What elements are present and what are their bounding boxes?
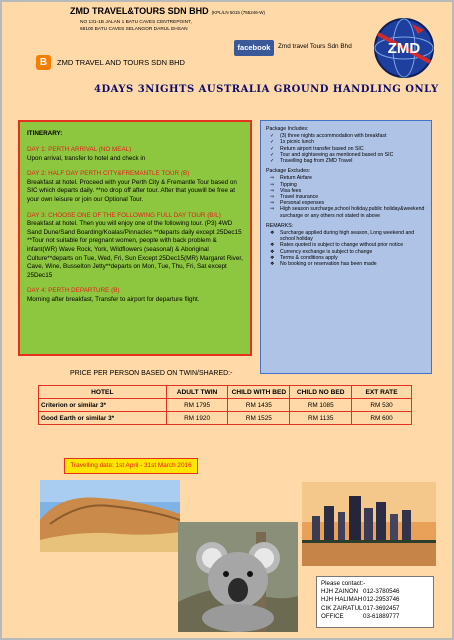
company-name [70,6,265,16]
check-icon: ✓ [270,139,275,146]
price-cell: RM 1135 [290,412,352,425]
exclude-text: High season surcharge,school holiday,public holiday&weekend surcharge or any others not stated in above [280,206,425,219]
column-header: EXT RATE [352,386,412,399]
check-icon: ✓ [270,158,275,165]
column-header: CHILD WITH BED [228,386,290,399]
excludes-list [270,175,426,218]
itinerary-box [18,120,252,356]
logo-text: ZMD [387,40,421,57]
wave-rock-photo [40,480,180,552]
package-box [260,120,432,374]
arrow-icon: ⇒ [270,175,275,182]
includes-list [270,133,426,164]
blogger-icon[interactable]: B [36,55,51,70]
include-text: Return airport transfer based on SIC [280,145,364,152]
facebook-icon[interactable]: facebook [234,40,274,56]
include-text: Tour and sightseeing as mentioned based on SIC [280,151,394,158]
remark-text: Rates quoted is subject to change without prior notice [280,242,404,249]
address-line-2: 68100 BATU CAVES SELANGOR DARUL EHSAN [80,26,188,32]
check-icon: ✓ [270,151,275,158]
hotel-cell: Good Earth or similar 3* [39,412,167,425]
koala-photo [178,522,298,632]
excludes-title: Package Excludes: [266,168,311,175]
remark-text: Currency exchange is subject to change [280,248,373,255]
price-cell: RM 1795 [166,399,228,412]
price-title: PRICE PER PERSON BASED ON TWIN/SHARED:- [70,370,233,377]
itinerary-title: ITINERARY: [27,130,63,137]
column-header: HOTEL [39,386,167,399]
exclude-text: Personal expenses [280,200,325,207]
table-row [39,399,412,412]
list-item [270,261,426,267]
list-item [270,230,426,242]
list-item [270,158,426,164]
day-2-text: Breakfast at hotel. Proceed with your Perth City & Fremantle Tour based on SIC which departs daily. **no drop off after tour. After that youwill be free at your own leisure or join our Optional Tour. [27,178,237,203]
table-row [39,412,412,425]
day-2-heading: DAY 2: HALF DAY PERTH CITY&FREMANTLE TOUR (B) [27,170,190,178]
day-1-heading: DAY 1: PERTH ARRIVAL (NO MEAL) [27,146,132,153]
contact-name: HJH ZAINON [321,588,359,596]
remarks-list [270,230,426,267]
day-1-text: Upon arrival, transfer to hotel and check in [27,154,146,162]
day-3-heading: DAY 3: CHOOSE ONE OF THE FOLLOWING FULL DAY TOUR (B/L) [27,211,221,219]
company-name-text: ZMD TRAVEL&TOURS SDN BHD [70,6,209,16]
arrow-icon: ⇒ [270,206,275,213]
address-line-1: NO 131-1B JALAN 1 BATU CAVES CENTREPOINT, [80,20,192,25]
price-cell: RM 1435 [228,399,290,412]
company-address [80,20,230,33]
company-reg: (KPL/LN 5015 (755246-W) [211,10,265,15]
day-4-heading: DAY 4: PERTH DEPARTURE (B) [27,287,120,295]
day-3-intro: Breakfast at hotel. Then you will enjoy one of the following tour. [27,220,203,228]
perth-skyline-photo [302,482,436,566]
contact-row [321,588,429,596]
diamond-icon: ❖ [270,242,275,249]
exclude-text: Tipping [280,181,297,188]
price-cell: RM 600 [352,412,412,425]
day-4-text: Morning after breakfast, Transfer to airport for departure flight. [27,295,200,303]
travel-date-banner: Travelling date: 1st April - 31st March 2016 [64,458,198,474]
contact-phone[interactable]: 012-3780546 [363,588,400,596]
price-cell: RM 1525 [228,412,290,425]
contact-phone[interactable]: 017-3692457 [363,604,400,612]
contact-name: OFFICE [321,612,344,620]
list-item [270,206,426,218]
price-table [38,385,412,425]
day-3-text [27,220,243,280]
exclude-text: Visa fees [280,187,302,194]
arrow-icon: ⇒ [270,200,275,207]
price-cell: RM 1085 [290,399,352,412]
column-header: ADULT TWIN [166,386,228,399]
contact-name: HJH HALIMAH [321,596,363,604]
check-icon: ✓ [270,145,275,152]
table-header-row [39,386,412,399]
diamond-icon: ❖ [270,261,275,268]
include-text: (3) three nights accommodation with breakfast [280,133,387,140]
arrow-icon: ⇒ [270,181,275,188]
diamond-icon: ❖ [270,254,275,261]
hotel-cell: Criterion or similar 3* [39,399,167,412]
exclude-text: Travel insurance [280,194,319,201]
contact-row [321,596,429,604]
include-text: 1x picnic lunch [280,139,315,146]
arrow-icon: ⇒ [270,194,275,201]
remarks-title: REMARKS: [266,222,294,229]
contact-row [321,613,429,621]
contact-phone[interactable]: 03-61889777 [363,612,400,620]
diamond-icon: ❖ [270,248,275,255]
zmd-logo [372,16,436,80]
price-cell: RM 530 [352,399,412,412]
arrow-icon: ⇒ [270,187,275,194]
remark-text: Surcharge applied during high season, Long weekend and school holiday [280,230,415,243]
check-icon: ✓ [270,133,275,140]
include-text: Travelling bag from ZMD Travel [280,158,353,165]
contact-title: Please contact:- [321,580,366,587]
contact-name: CIK ZAIRATUL [321,604,363,612]
remark-text: Terms & conditions apply [280,254,338,261]
includes-title: Package Includes: [266,126,309,132]
contact-box [316,576,434,628]
tour-headline: 4DAYS 3NIGHTS AUSTRALIA GROUND HANDLING ONLY [94,84,439,95]
exclude-text: Return Airfare [280,175,313,182]
diamond-icon: ❖ [270,230,275,237]
day-3-options: (P3) 4WD Sand Dune/Sand Boarding/Koalas/Pinnacles **departs daily except 25Dec15 **Tour not suitable for pregnant women, people with back problem & infant(WR) Wave Rock, York, Wildflowers (seasonal) & Aboriginal Culture**departs on Tue, Wed, Fri, Sun Except 25Dec15(MR) Margaret River, Cave, Wine, Busselton Jetty**departs on Mon, Tue, Thu, Fri, Sat except 25Dec15 [27,220,243,279]
facebook-page-name[interactable]: Zmd travel Tours Sdn Bhd [278,43,352,50]
column-header: CHILD NO BED [290,386,352,399]
blog-name[interactable]: ZMD TRAVEL AND TOURS SDN BHD [57,58,185,67]
price-cell: RM 1920 [166,412,228,425]
contact-phone[interactable]: 012-2953746 [363,596,400,604]
remark-text: No booking or reservation has been made [280,261,377,268]
contact-row [321,605,429,613]
